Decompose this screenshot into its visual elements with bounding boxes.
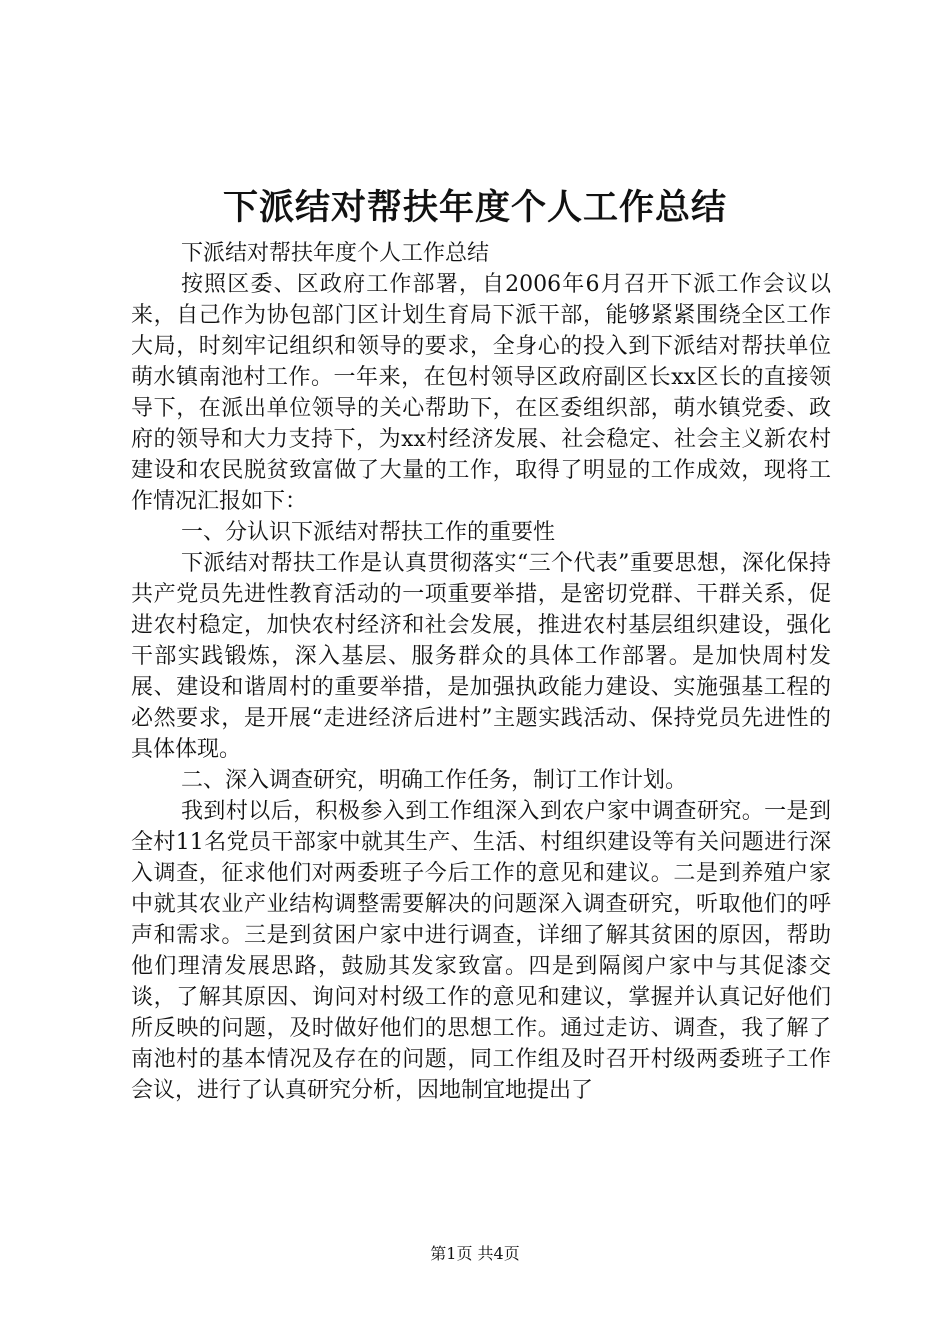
paragraph-section-2: 我到村以后，积极参入到工作组深入到农户家中调查研究。一是到全村11名党员干部家中就其生产、生活、村组织建设等有关问题进行深入调查，征求他们对两委班子今后工作的意见和建议。二是到养殖户家中就其农业产业结构调整需要解决的问题深入调查研究，听取他们的呼声和需求。三是到贫困户家中进行调查，详细了解其贫困的原因，帮助他们理清发展思路，鼓励其发家致富。四是到隔阂户家中与其促漆交谈，了解其原因、询问对村级工作的意见和建议，掌握并认真记好他们所反映的问题，及时做好他们的思想工作。通过走访、调查，我了解了南池村的基本情况及存在的问题，同工作组及时召开村级两委班子工作会议，进行了认真研究分析，因地制宜地提出了 — [131, 799, 831, 1103]
paragraph-subtitle: 下派结对帮扶年度个人工作总结 — [181, 241, 490, 266]
page-number-footer: 第1页 共4页 — [430, 1244, 520, 1263]
section-heading-1: 一、分认识下派结对帮扶工作的重要性 — [181, 520, 556, 545]
section-heading-2: 二、深入调查研究，明确工作任务，制订工作计划。 — [181, 768, 688, 793]
paragraph-intro: 按照区委、区政府工作部署，自2006年6月召开下派工作会议以来，自己作为协包部门区计划生育局下派干部，能够紧紧围绕全区工作大局，时刻牢记组织和领导的要求，全身心的投入到下派结对帮扶单位萌水镇南池村工作。一年来，在包村领导区政府副区长xx区长的直接领导下，在派出单位领导的关心帮助下，在区委组织部，萌水镇党委、政府的领导和大力支持下，为xx村经济发展、社会稳定、社会主义新农村建设和农民脱贫致富做了大量的工作，取得了明显的工作成效，现将工作情况汇报如下： — [131, 272, 831, 514]
paragraph-section-1: 下派结对帮扶工作是认真贯彻落实“三个代表”重要思想，深化保持共产党员先进性教育活动的一项重要举措，是密切党群、干群关系，促进农村稳定，加快农村经济和社会发展，推进农村基层组织建设，强化干部实践锻炼，深入基层、服务群众的具体工作部署。是加快周村发展、建设和谐周村的重要举措，是加强执政能力建设、实施强基工程的必然要求，是开展“走进经济后进村”主题实践活动、保持党员先进性的具体体现。 — [131, 551, 831, 762]
document-title: 下派结对帮扶年度个人工作总结 — [222, 187, 727, 228]
document-body — [131, 238, 831, 1106]
